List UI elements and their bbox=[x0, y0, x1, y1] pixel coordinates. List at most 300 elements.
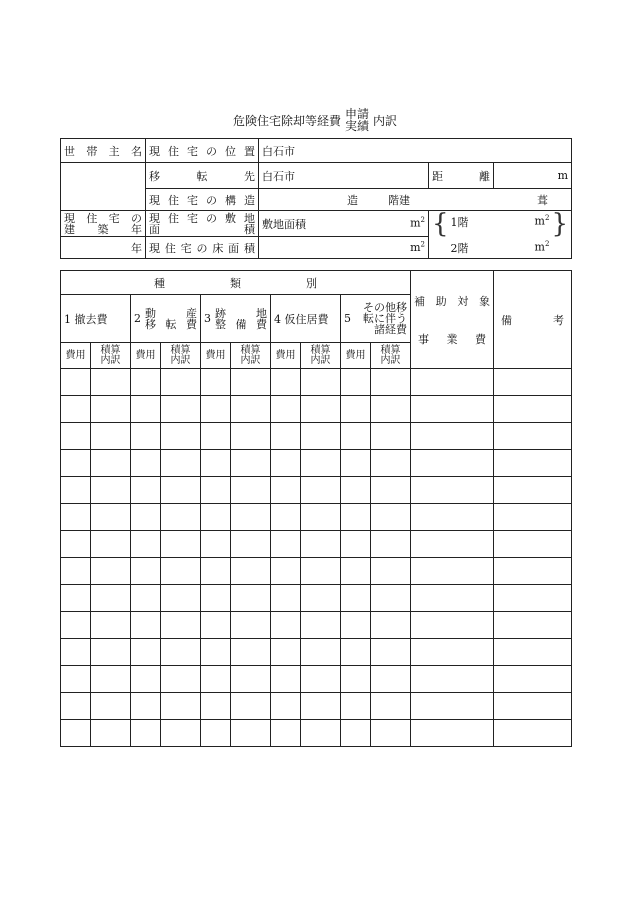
data-cell[interactable] bbox=[61, 531, 91, 558]
data-cell[interactable] bbox=[371, 612, 411, 639]
move-label-char: 転 bbox=[196, 169, 208, 183]
right-brace-icon: } bbox=[551, 210, 568, 239]
data-cell[interactable] bbox=[301, 639, 341, 666]
kind-label bbox=[64, 275, 407, 291]
data-cell[interactable] bbox=[371, 585, 411, 612]
data-cell[interactable] bbox=[91, 450, 131, 477]
structure-label-char: 宅 bbox=[187, 193, 198, 207]
data-cell[interactable] bbox=[494, 585, 572, 612]
data-cell[interactable] bbox=[161, 693, 201, 720]
data-cell[interactable] bbox=[411, 396, 494, 423]
data-row bbox=[61, 693, 572, 720]
floor-area-value[interactable] bbox=[259, 237, 429, 259]
site-label-cell bbox=[146, 211, 259, 237]
data-cell[interactable] bbox=[161, 585, 201, 612]
data-cell[interactable] bbox=[371, 504, 411, 531]
data-row bbox=[61, 396, 572, 423]
owner-label-char: 世 bbox=[64, 144, 75, 158]
cat3-top-char: 地 bbox=[256, 306, 267, 320]
data-cell[interactable] bbox=[371, 369, 411, 396]
data-cell[interactable] bbox=[494, 558, 572, 585]
kind-label-char: 種 bbox=[154, 276, 165, 290]
data-cell[interactable] bbox=[161, 450, 201, 477]
data-cell[interactable] bbox=[131, 504, 161, 531]
cat2-bottom-char: 移 bbox=[145, 317, 156, 331]
data-cell[interactable] bbox=[301, 369, 341, 396]
data-cell[interactable] bbox=[201, 423, 231, 450]
cat4-cell bbox=[271, 295, 341, 343]
data-cell[interactable] bbox=[494, 369, 572, 396]
data-cell[interactable] bbox=[271, 396, 301, 423]
age-top-char: 現 bbox=[64, 211, 75, 225]
floor-label-char: 宅 bbox=[180, 241, 192, 255]
owner-label-char: 帯 bbox=[86, 144, 98, 158]
data-cell[interactable] bbox=[91, 720, 131, 747]
data-cell[interactable] bbox=[301, 423, 341, 450]
site-area-label: 敷地面積 bbox=[262, 217, 306, 231]
owner-value-cell[interactable] bbox=[61, 163, 146, 211]
data-cell[interactable] bbox=[61, 666, 91, 693]
subsidy-label-top bbox=[414, 293, 490, 309]
data-cell[interactable] bbox=[271, 558, 301, 585]
data-row bbox=[61, 477, 572, 504]
data-row bbox=[61, 612, 572, 639]
cat2-bottom bbox=[145, 319, 197, 330]
data-cell[interactable] bbox=[201, 504, 231, 531]
data-cell[interactable] bbox=[494, 693, 572, 720]
data-cell[interactable] bbox=[411, 450, 494, 477]
data-cell[interactable] bbox=[161, 558, 201, 585]
cat3-top bbox=[215, 308, 267, 319]
data-cell[interactable] bbox=[411, 477, 494, 504]
data-cell[interactable] bbox=[61, 558, 91, 585]
data-cell[interactable] bbox=[201, 666, 231, 693]
age-top-char: の bbox=[130, 211, 142, 225]
data-cell[interactable] bbox=[201, 531, 231, 558]
form-title bbox=[0, 104, 630, 136]
data-cell[interactable] bbox=[271, 504, 301, 531]
data-cell[interactable] bbox=[131, 369, 161, 396]
data-cell[interactable] bbox=[271, 369, 301, 396]
floor-label-char: 現 bbox=[149, 241, 160, 255]
move-label-char: 移 bbox=[149, 169, 160, 183]
data-cell[interactable] bbox=[411, 612, 494, 639]
data-cell[interactable] bbox=[411, 693, 494, 720]
floor-label-char: 面 bbox=[228, 241, 240, 255]
structure-label-char: の bbox=[206, 193, 217, 207]
left-brace-icon: { bbox=[432, 210, 449, 239]
data-cell[interactable] bbox=[61, 504, 91, 531]
age-top-char: 宅 bbox=[108, 211, 120, 225]
data-cell[interactable] bbox=[231, 693, 271, 720]
data-cell[interactable] bbox=[271, 639, 301, 666]
data-cell[interactable] bbox=[61, 477, 91, 504]
cat3-bottom bbox=[215, 319, 267, 330]
row-owner bbox=[61, 139, 572, 163]
data-cell[interactable] bbox=[161, 720, 201, 747]
data-cell[interactable] bbox=[231, 720, 271, 747]
data-row bbox=[61, 369, 572, 396]
data-cell[interactable] bbox=[161, 666, 201, 693]
data-cell[interactable] bbox=[411, 531, 494, 558]
age-bottom-char: 年 bbox=[131, 222, 142, 236]
title-shinsei: 申請 bbox=[344, 107, 369, 121]
location-label-char: の bbox=[206, 144, 217, 158]
site-top-char: 敷 bbox=[225, 211, 236, 225]
site-bottom-char: 積 bbox=[244, 222, 255, 236]
data-cell[interactable] bbox=[231, 369, 271, 396]
data-cell[interactable] bbox=[201, 477, 231, 504]
data-cell[interactable] bbox=[161, 396, 201, 423]
age-bottom-char: 築 bbox=[97, 222, 109, 236]
move-value[interactable]: 白石市 bbox=[259, 163, 429, 189]
data-cell[interactable] bbox=[301, 693, 341, 720]
data-cell[interactable] bbox=[341, 693, 371, 720]
cat2-top bbox=[145, 308, 197, 319]
remarks-char: 備 bbox=[501, 313, 512, 327]
data-cell[interactable] bbox=[161, 612, 201, 639]
data-cell[interactable] bbox=[341, 531, 371, 558]
data-cell[interactable] bbox=[494, 504, 572, 531]
distance-label-cell bbox=[429, 163, 494, 189]
data-cell[interactable] bbox=[301, 450, 341, 477]
data-cell[interactable] bbox=[494, 666, 572, 693]
data-cell[interactable] bbox=[301, 720, 341, 747]
year-cell[interactable] bbox=[61, 237, 146, 259]
subsidy-bottom-char: 費 bbox=[475, 332, 486, 346]
age-label-bottom bbox=[64, 224, 142, 235]
location-label-char: 宅 bbox=[187, 144, 198, 158]
age-top-char: 住 bbox=[86, 211, 98, 225]
data-cell[interactable] bbox=[61, 369, 91, 396]
structure-label-char: 造 bbox=[244, 193, 255, 207]
subsidy-top-char: 象 bbox=[478, 294, 490, 308]
data-cell[interactable] bbox=[91, 396, 131, 423]
location-label-char: 位 bbox=[225, 144, 236, 158]
data-cell[interactable] bbox=[231, 639, 271, 666]
data-row bbox=[61, 531, 572, 558]
data-cell[interactable] bbox=[271, 423, 301, 450]
data-cell[interactable] bbox=[371, 396, 411, 423]
data-cell[interactable] bbox=[341, 612, 371, 639]
data-cell[interactable] bbox=[301, 558, 341, 585]
floor2-label: 2階 bbox=[450, 241, 469, 255]
cost-col-header: 費用 bbox=[271, 343, 301, 369]
location-label-cell bbox=[146, 139, 259, 163]
data-cell[interactable] bbox=[61, 396, 91, 423]
data-cell[interactable] bbox=[341, 585, 371, 612]
data-cell[interactable] bbox=[411, 585, 494, 612]
year-label: 年 bbox=[131, 241, 142, 255]
data-cell[interactable] bbox=[201, 720, 231, 747]
cat5-line3: 諸経費 bbox=[374, 323, 407, 336]
owner-label bbox=[64, 143, 142, 159]
cost-table bbox=[60, 270, 572, 747]
site-bottom-char: 面 bbox=[149, 222, 160, 236]
floor1-label: 1階 bbox=[450, 215, 469, 229]
data-cell[interactable] bbox=[131, 531, 161, 558]
site-top-char: の bbox=[206, 211, 217, 225]
data-cell[interactable] bbox=[131, 612, 161, 639]
data-cell[interactable] bbox=[494, 396, 572, 423]
cost-col-header: 費用 bbox=[61, 343, 91, 369]
site-label-bottom bbox=[149, 224, 255, 235]
location-label bbox=[149, 143, 255, 159]
data-cell[interactable] bbox=[201, 693, 231, 720]
data-cell[interactable] bbox=[201, 450, 231, 477]
move-label-cell bbox=[146, 163, 259, 189]
age-label-top bbox=[64, 213, 142, 224]
data-cell[interactable] bbox=[371, 531, 411, 558]
data-cell[interactable] bbox=[91, 531, 131, 558]
data-cell[interactable] bbox=[231, 450, 271, 477]
data-cell[interactable] bbox=[494, 639, 572, 666]
structure-label-char: 住 bbox=[168, 193, 179, 207]
data-cell[interactable] bbox=[341, 720, 371, 747]
data-cell[interactable] bbox=[161, 531, 201, 558]
data-cell[interactable] bbox=[201, 396, 231, 423]
data-cell[interactable] bbox=[271, 666, 301, 693]
data-cell[interactable] bbox=[371, 558, 411, 585]
data-cell[interactable] bbox=[271, 450, 301, 477]
data-cell[interactable] bbox=[231, 612, 271, 639]
data-cell[interactable] bbox=[411, 423, 494, 450]
data-cell[interactable] bbox=[231, 396, 271, 423]
site-top-char: 地 bbox=[244, 211, 255, 225]
distance-label bbox=[432, 168, 490, 184]
floor-label-cell bbox=[146, 237, 259, 259]
data-cell[interactable] bbox=[271, 477, 301, 504]
data-row bbox=[61, 720, 572, 747]
data-cell[interactable] bbox=[161, 477, 201, 504]
cat1-cell bbox=[61, 295, 131, 343]
data-cell[interactable] bbox=[91, 423, 131, 450]
data-cell[interactable] bbox=[131, 585, 161, 612]
data-cell[interactable] bbox=[231, 558, 271, 585]
data-cell[interactable] bbox=[494, 612, 572, 639]
cat2-bottom-char: 費 bbox=[186, 317, 197, 331]
data-cell[interactable] bbox=[131, 396, 161, 423]
distance-unit: m bbox=[557, 169, 568, 182]
data-cell[interactable] bbox=[61, 720, 91, 747]
cat3-bottom-char: 費 bbox=[256, 317, 267, 331]
data-cell[interactable] bbox=[341, 477, 371, 504]
data-row bbox=[61, 423, 572, 450]
data-cell[interactable] bbox=[131, 423, 161, 450]
data-cell[interactable] bbox=[91, 369, 131, 396]
data-cell[interactable] bbox=[301, 504, 341, 531]
move-label bbox=[149, 168, 255, 184]
data-cell[interactable] bbox=[411, 558, 494, 585]
data-cell[interactable] bbox=[341, 369, 371, 396]
cat3-cell bbox=[201, 295, 271, 343]
data-cell[interactable] bbox=[271, 693, 301, 720]
data-row bbox=[61, 585, 572, 612]
age-bottom-char: 建 bbox=[64, 222, 75, 236]
floor1-unit: $m^2$ bbox=[534, 213, 550, 228]
data-cell[interactable] bbox=[411, 639, 494, 666]
data-cell[interactable] bbox=[201, 558, 231, 585]
calc-col-header: 積算 内訳 bbox=[161, 343, 201, 369]
data-cell[interactable] bbox=[61, 639, 91, 666]
data-cell[interactable] bbox=[411, 666, 494, 693]
location-label-char: 現 bbox=[149, 144, 160, 158]
cat3-num: 3 bbox=[204, 312, 211, 325]
data-cell[interactable] bbox=[341, 450, 371, 477]
data-cell[interactable] bbox=[131, 666, 161, 693]
calc-col-header: 積算 内訳 bbox=[231, 343, 271, 369]
data-cell[interactable] bbox=[231, 666, 271, 693]
data-cell[interactable] bbox=[371, 693, 411, 720]
data-cell[interactable] bbox=[494, 720, 572, 747]
location-label-char: 置 bbox=[244, 144, 255, 158]
data-cell[interactable] bbox=[201, 585, 231, 612]
data-cell[interactable] bbox=[61, 585, 91, 612]
data-cell[interactable] bbox=[371, 666, 411, 693]
kind-header-row bbox=[61, 271, 572, 295]
title-suffix: 内訳 bbox=[373, 113, 398, 128]
data-cell[interactable] bbox=[161, 639, 201, 666]
data-cell[interactable] bbox=[494, 477, 572, 504]
site-area-value[interactable] bbox=[259, 211, 429, 237]
data-row bbox=[61, 504, 572, 531]
location-value[interactable]: 白石市 bbox=[259, 139, 572, 163]
data-cell[interactable] bbox=[231, 531, 271, 558]
data-cell[interactable] bbox=[341, 558, 371, 585]
floor-label-char: 床 bbox=[212, 241, 224, 255]
site-label-top bbox=[149, 213, 255, 224]
subsidy-label-cell bbox=[411, 271, 494, 369]
data-cell[interactable] bbox=[131, 477, 161, 504]
location-label-char: 住 bbox=[168, 144, 179, 158]
structure-label-char: 構 bbox=[225, 193, 236, 207]
title-main: 危険住宅除却等経費 bbox=[232, 113, 341, 128]
data-cell[interactable] bbox=[91, 585, 131, 612]
age-label-cell bbox=[61, 211, 146, 237]
data-cell[interactable] bbox=[201, 612, 231, 639]
data-cell[interactable] bbox=[411, 504, 494, 531]
data-cell[interactable] bbox=[231, 504, 271, 531]
row-site bbox=[61, 211, 572, 237]
data-row bbox=[61, 558, 572, 585]
data-cell[interactable] bbox=[61, 423, 91, 450]
subsidy-top-char: 対 bbox=[457, 294, 469, 308]
title-jisseki: 実績 bbox=[344, 119, 369, 133]
cat2-cell bbox=[131, 295, 201, 343]
data-cell[interactable] bbox=[131, 720, 161, 747]
data-cell[interactable] bbox=[161, 504, 201, 531]
data-cell[interactable] bbox=[341, 639, 371, 666]
data-cell[interactable] bbox=[91, 666, 131, 693]
row-move bbox=[61, 163, 572, 189]
data-cell[interactable] bbox=[301, 666, 341, 693]
remarks-label bbox=[497, 312, 568, 328]
data-cell[interactable] bbox=[371, 639, 411, 666]
remarks-label-cell bbox=[494, 271, 572, 369]
data-cell[interactable] bbox=[91, 558, 131, 585]
distance-label-char: 離 bbox=[479, 169, 490, 183]
data-cell[interactable] bbox=[271, 531, 301, 558]
data-cell[interactable] bbox=[494, 450, 572, 477]
data-cell[interactable] bbox=[161, 369, 201, 396]
owner-label-char: 名 bbox=[130, 144, 142, 158]
data-cell[interactable] bbox=[161, 423, 201, 450]
data-cell[interactable] bbox=[131, 639, 161, 666]
data-cell[interactable] bbox=[231, 585, 271, 612]
data-cell[interactable] bbox=[131, 558, 161, 585]
data-cell[interactable] bbox=[494, 423, 572, 450]
structure-value[interactable] bbox=[259, 189, 572, 211]
data-cell[interactable] bbox=[371, 450, 411, 477]
floor-breakdown[interactable] bbox=[429, 211, 572, 259]
subsidy-bottom-char: 事 bbox=[418, 332, 429, 346]
data-cell[interactable] bbox=[301, 585, 341, 612]
floor-label-char: 積 bbox=[243, 241, 255, 255]
data-cell[interactable] bbox=[61, 450, 91, 477]
data-cell[interactable] bbox=[341, 423, 371, 450]
data-cell[interactable] bbox=[341, 504, 371, 531]
data-cell[interactable] bbox=[61, 612, 91, 639]
data-cell[interactable] bbox=[341, 396, 371, 423]
kind-label-char: 類 bbox=[230, 276, 241, 290]
data-cell[interactable] bbox=[301, 396, 341, 423]
data-row bbox=[61, 639, 572, 666]
structure-label bbox=[149, 192, 255, 208]
data-cell[interactable] bbox=[201, 639, 231, 666]
cost-col-header: 費用 bbox=[201, 343, 231, 369]
data-cell[interactable] bbox=[91, 693, 131, 720]
data-cell[interactable] bbox=[411, 369, 494, 396]
data-cell[interactable] bbox=[131, 693, 161, 720]
data-cell[interactable] bbox=[231, 423, 271, 450]
site-top-char: 現 bbox=[149, 211, 160, 225]
data-cell[interactable] bbox=[271, 720, 301, 747]
data-cell[interactable] bbox=[91, 477, 131, 504]
data-cell[interactable] bbox=[371, 477, 411, 504]
data-cell[interactable] bbox=[91, 612, 131, 639]
data-cell[interactable] bbox=[411, 720, 494, 747]
floor-area-unit: $m^2$ bbox=[410, 240, 425, 255]
data-cell[interactable] bbox=[61, 693, 91, 720]
structure-label-char: 現 bbox=[149, 193, 160, 207]
data-row bbox=[61, 666, 572, 693]
data-cell[interactable] bbox=[371, 423, 411, 450]
data-cell[interactable] bbox=[371, 720, 411, 747]
data-cell[interactable] bbox=[271, 612, 301, 639]
data-cell[interactable] bbox=[131, 450, 161, 477]
data-cell[interactable] bbox=[301, 531, 341, 558]
data-cell[interactable] bbox=[91, 639, 131, 666]
data-cell[interactable] bbox=[271, 585, 301, 612]
calc-col-header: 積算 内訳 bbox=[301, 343, 341, 369]
floor-label-char: 住 bbox=[164, 241, 176, 255]
data-cell[interactable] bbox=[341, 666, 371, 693]
distance-value[interactable] bbox=[494, 163, 572, 189]
data-cell[interactable] bbox=[201, 369, 231, 396]
data-cell[interactable] bbox=[91, 504, 131, 531]
data-cell[interactable] bbox=[231, 477, 271, 504]
data-cell[interactable] bbox=[301, 612, 341, 639]
owner-label-char: 主 bbox=[108, 144, 120, 158]
cat5-line2: 転に伴う bbox=[363, 312, 407, 325]
title-stack bbox=[345, 108, 369, 132]
subsidy-label-bottom bbox=[414, 331, 490, 347]
cat1-label: 1 撤去費 bbox=[64, 312, 108, 326]
data-cell[interactable] bbox=[494, 531, 572, 558]
cat3-bottom-char: 備 bbox=[235, 317, 247, 331]
data-cell[interactable] bbox=[301, 477, 341, 504]
calc-col-header: 積算 内訳 bbox=[371, 343, 411, 369]
